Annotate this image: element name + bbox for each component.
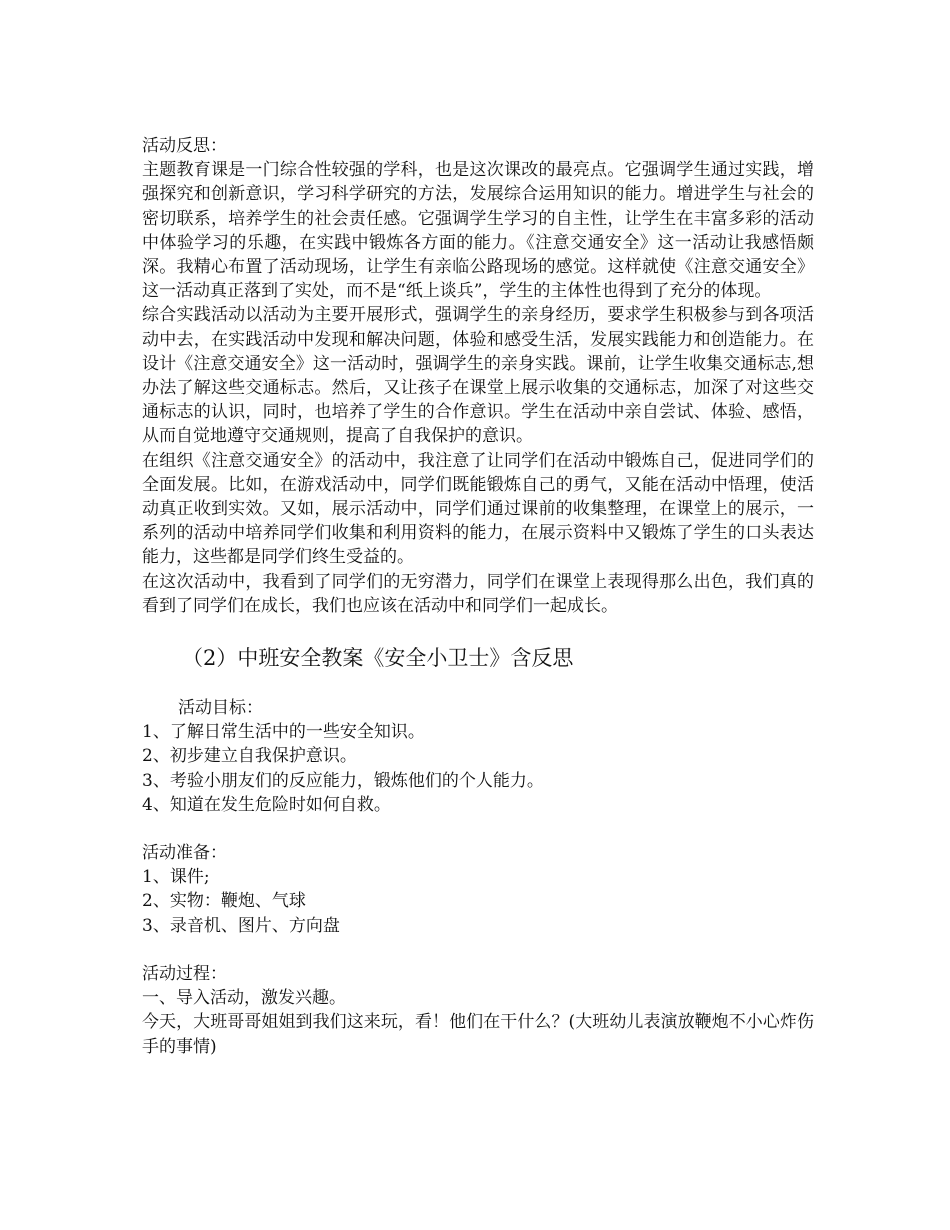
list-item: 1、了解日常生活中的一些安全知识。: [142, 722, 425, 743]
goals-label: 活动目标：: [178, 698, 263, 719]
reflection-label: 活动反思：: [142, 136, 227, 156]
list-item: 4、知道在发生危险时如何自救。: [142, 794, 391, 815]
process-label: 活动过程：: [142, 963, 227, 984]
goals-list: [142, 720, 814, 817]
process-step-1: 一、导入活动，激发兴趣。: [142, 988, 346, 1009]
preparation-list: [142, 865, 814, 938]
list-item: 3、考验小朋友们的反应能力，锻炼他们的个人能力。: [142, 770, 544, 791]
list-item: 2、实物：鞭炮、气球: [142, 891, 306, 912]
list-item: 3、录音机、图片、方向盘: [142, 915, 340, 936]
preparation-label: 活动准备：: [142, 843, 227, 864]
reflection-paragraph-2: 综合实践活动以活动为主要开展形式，强调学生的亲身经历，要求学生积极参与到各项活动中去，在实践活动中发现和解决问题，体验和感受生活，发展实践能力和创造能力。在设计《注意交通安全》这一活动时，强调学生的亲身实践。课前，让学生收集交通标志,想办法了解这些交通标志。然后，又让孩子在课堂上展示收集的交通标志，加深了对这些交通标志的认识，同时，也培养了学生的合作意识。学生在活动中亲自尝试、体验、感悟，从而自觉地遵守交通规则，提高了自我保护的意识。: [142, 305, 814, 447]
reflection-paragraph-1: 主题教育课是一门综合性较强的学科，也是这次课改的最亮点。它强调学生通过实践，增强探究和创新意识，学习科学研究的方法，发展综合运用知识的能力。增进学生与社会的密切联系，培养学生的社会责任感。它强调学生学习的自主性，让学生在丰富多彩的活动中体验学习的乐趣，在实践中锻炼各方面的能力。《注意交通安全》这一活动让我感悟颇深。我精心布置了活动现场，让学生有亲临公路现场的感觉。这样就使《注意交通安全》这一活动真正落到了实处，而不是“纸上谈兵”，学生的主体性也得到了充分的体现。: [142, 160, 814, 302]
document-page: [142, 134, 814, 1059]
reflection-paragraph-4: 在这次活动中，我看到了同学们的无穷潜力，同学们在课堂上表现得那么出色，我们真的看到了同学们在成长，我们也应该在活动中和同学们一起成长。: [142, 571, 814, 616]
list-item: 1、课件;: [142, 867, 210, 888]
list-item: 2、初步建立自我保护意识。: [142, 746, 357, 767]
reflection-paragraph-3: 在组织《注意交通安全》的活动中，我注意了让同学们在活动中锻炼自己，促进同学们的全面发展。比如，在游戏活动中，同学们既能锻炼自己的勇气，又能在活动中悟理，使活动真正收到实效。又如，展示活动中，同学们通过课前的收集整理，在课堂上的展示，一系列的活动中培养同学们收集和利用资料的能力，在展示资料中又锻炼了学生的口头表达能力，这些都是同学们终生受益的。: [142, 450, 814, 568]
section-heading: （2）中班安全教案《安全小卫士》含反思: [182, 646, 574, 671]
process-step-1-text: 今天，大班哥哥姐姐到我们这来玩，看！他们在干什么？(大班幼儿表演放鞭炮不小心炸伤手的事情): [142, 1012, 814, 1057]
